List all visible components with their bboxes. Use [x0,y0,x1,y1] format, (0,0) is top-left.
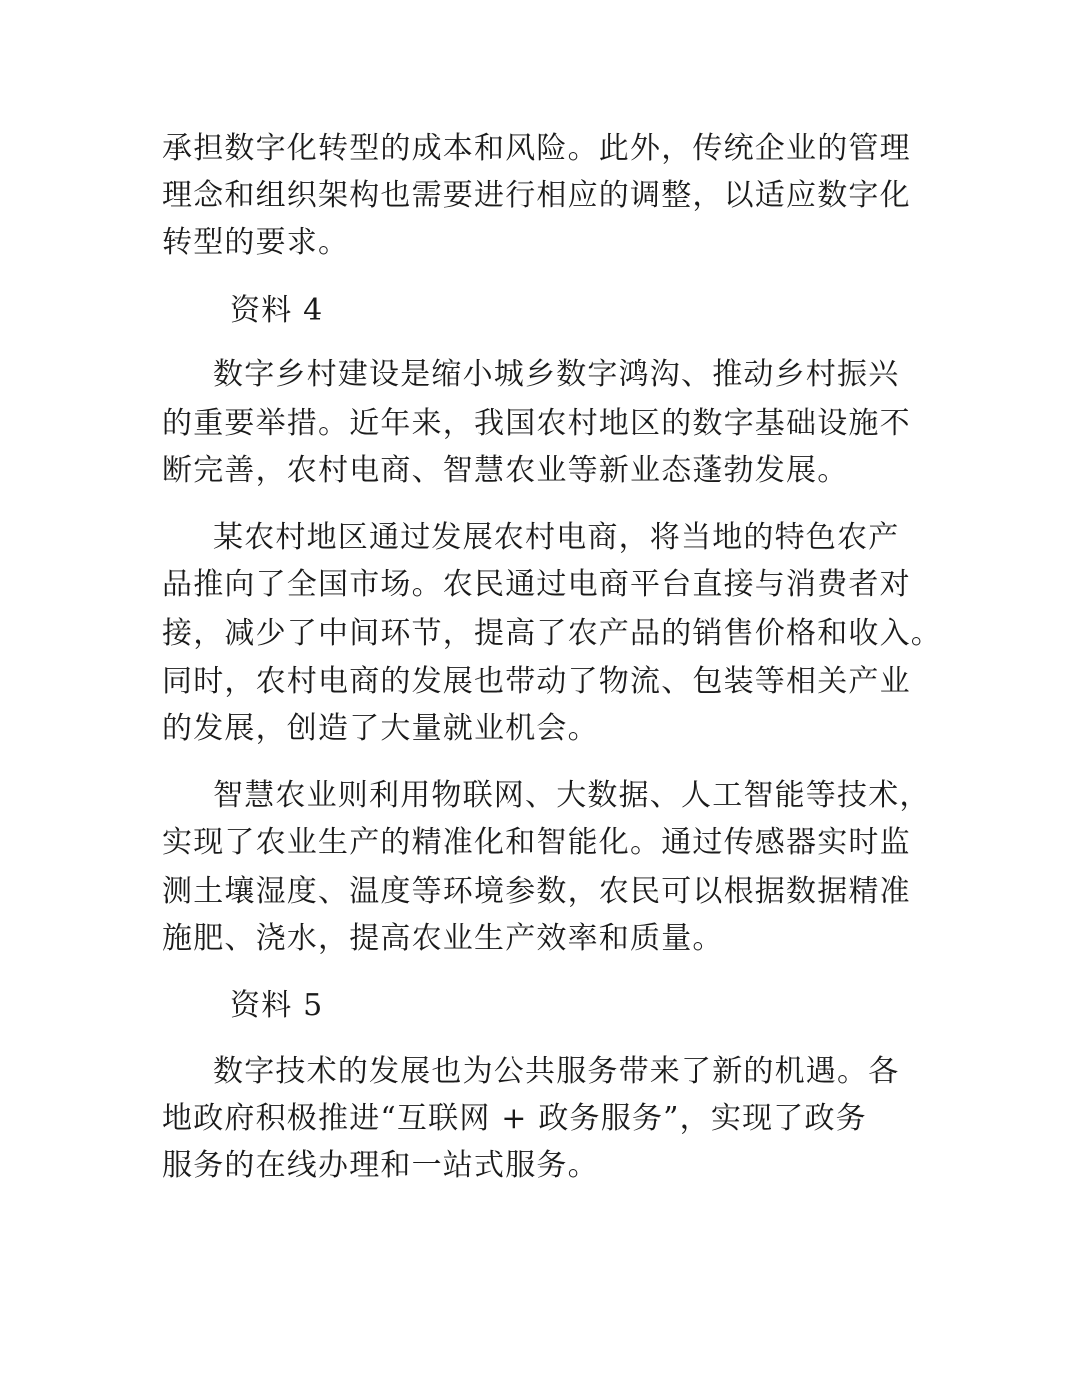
paragraph-line: 同时，农村电商的发展也带动了物流、包装等相关产业 [162,664,911,699]
paragraph-line: 的发展，创造了大量就业机会。 [162,711,599,746]
paragraph-line: 施肥、浇水，提高农业生产效率和质量。 [162,921,724,956]
paragraph-line: 某农村地区通过发展农村电商，将当地的特色农产 [213,520,900,555]
paragraph-line: 地政府积极推进“互联网 + 政务服务”，实现了政务 [162,1101,867,1136]
paragraph-line: 数字乡村建设是缩小城乡数字鸿沟、推动乡村振兴 [213,357,900,392]
section-heading: 资料 4 [230,293,324,328]
paragraph-line: 理念和组织架构也需要进行相应的调整，以适应数字化 [162,178,911,213]
paragraph-line: 实现了农业生产的精准化和智能化。通过传感器实时监 [162,825,911,860]
paragraph-line: 接，减少了中间环节，提高了农产品的销售价格和收入。 [162,616,942,651]
paragraph-line: 服务的在线办理和一站式服务。 [162,1148,599,1183]
paragraph-line: 数字技术的发展也为公共服务带来了新的机遇。各 [213,1054,900,1089]
paragraph-line: 智慧农业则利用物联网、大数据、人工智能等技术， [213,778,931,813]
paragraph-line: 品推向了全国市场。农民通过电商平台直接与消费者对 [162,567,911,602]
paragraph-line: 的重要举措。近年来，我国农村地区的数字基础设施不 [162,406,911,441]
section-heading: 资料 5 [230,988,324,1023]
paragraph-line: 断完善，农村电商、智慧农业等新业态蓬勃发展。 [162,453,849,488]
paragraph-line: 承担数字化转型的成本和风险。此外，传统企业的管理 [162,131,911,166]
paragraph-line: 测土壤湿度、温度等环境参数，农民可以根据数据精准 [162,874,911,909]
paragraph-line: 转型的要求。 [162,225,350,260]
